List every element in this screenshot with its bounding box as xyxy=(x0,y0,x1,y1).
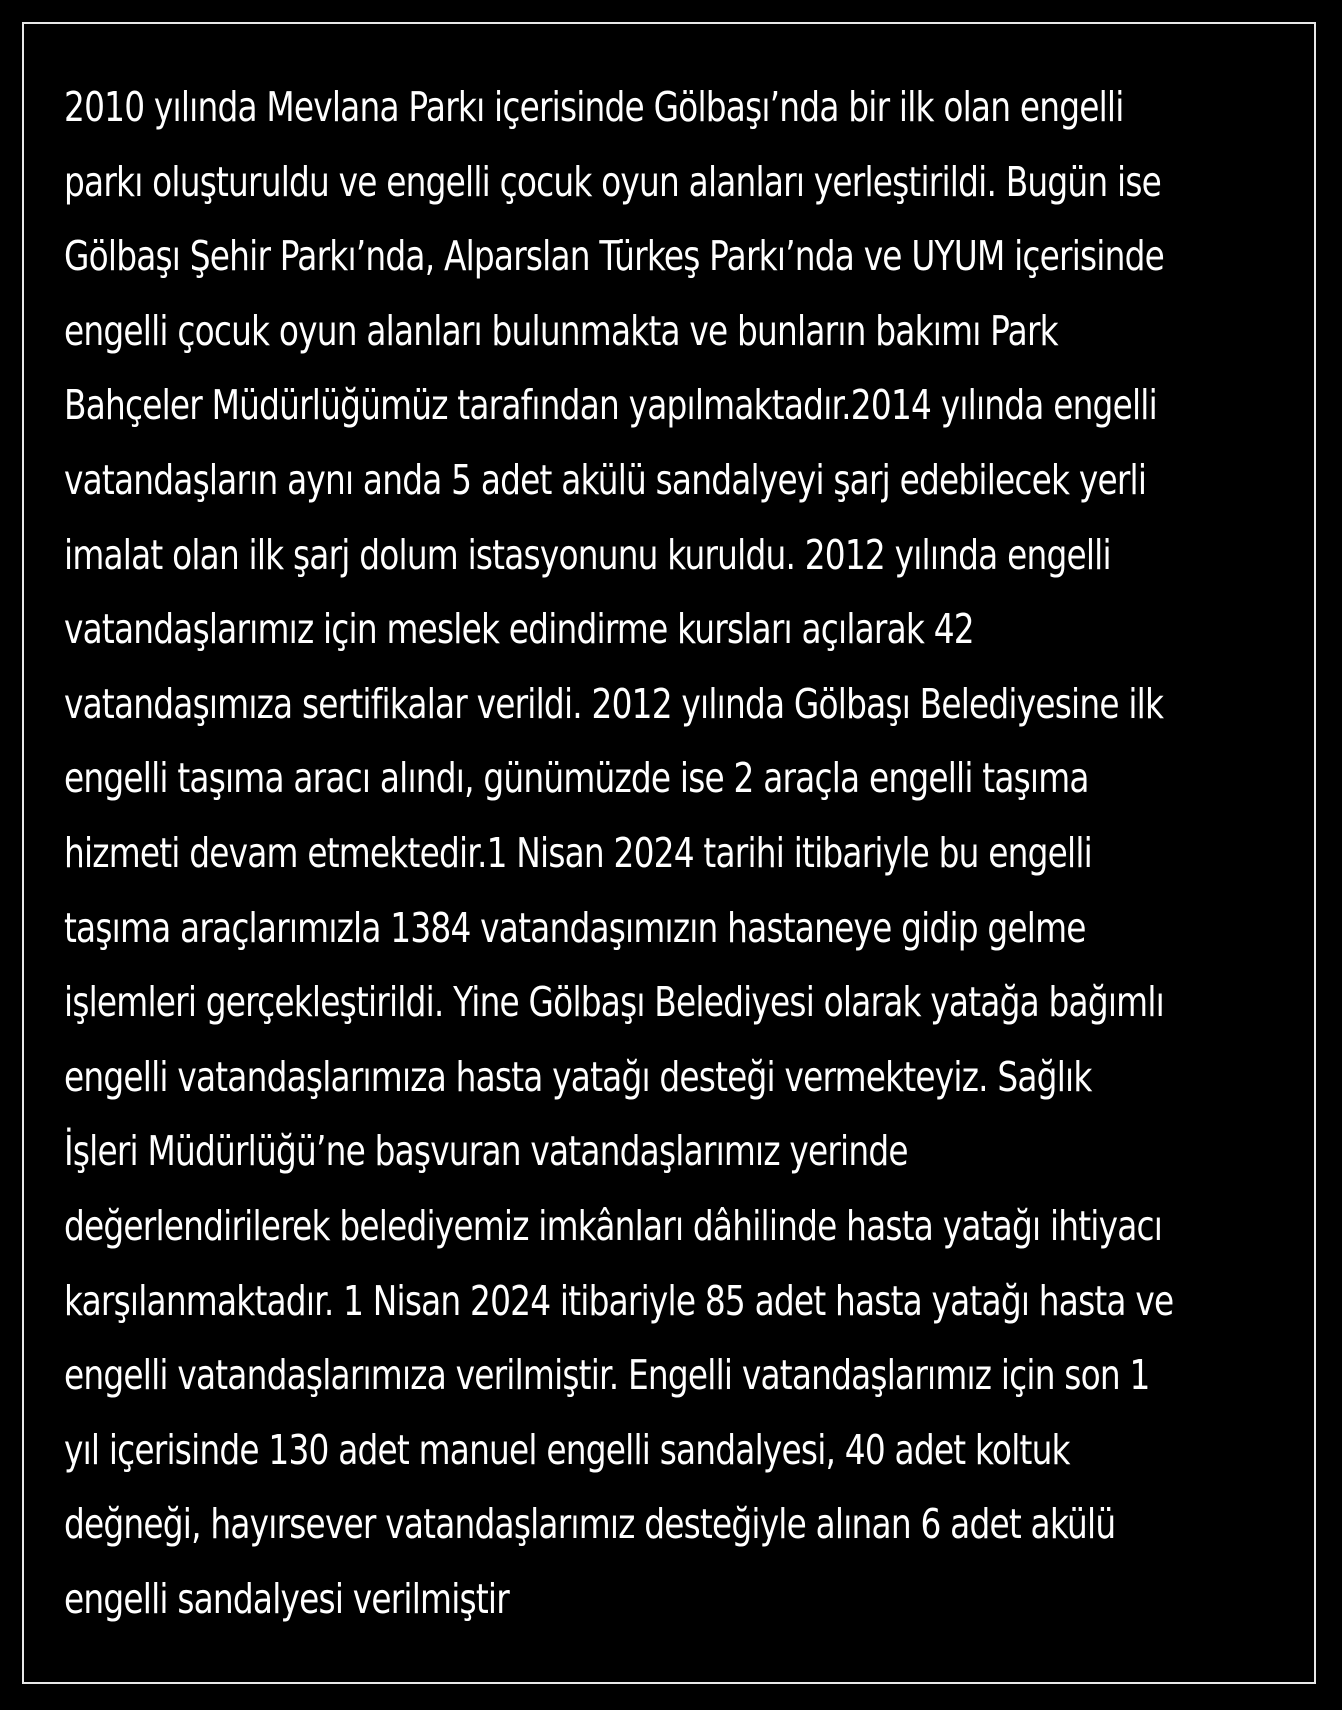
paragraph-line: imalat olan ilk şarj dolum istasyonunu kuruldu. 2012 yılında engelli xyxy=(64,530,1111,579)
paragraph-line: 2010 yılında Mevlana Parkı içerisinde Gölbaşı’nda bir ilk olan engelli xyxy=(64,83,1124,131)
paragraph-line: Gölbaşı Şehir Parkı’nda, Alparslan Türkeş Parkı’nda ve UYUM içerisinde xyxy=(64,232,1165,281)
paragraph-line: vatandaşımıza sertifikalar verildi. 2012 yılında Gölbaşı Belediyesine ilk xyxy=(64,679,1164,728)
paragraph-line: Bahçeler Müdürlüğümüz tarafından yapılmaktadır.2014 yılında engelli xyxy=(64,381,1157,430)
paragraph-line: vatandaşların aynı anda 5 adet akülü sandalyeyi şarj edebilecek yerli xyxy=(64,455,1147,504)
paragraph-line: engelli taşıma aracı alındı, günümüzde ise 2 araçla engelli taşıma xyxy=(64,754,1089,803)
paragraph-line: engelli vatandaşlarımıza verilmiştir. Engelli vatandaşlarımız için son 1 xyxy=(64,1351,1150,1400)
paragraph-line: vatandaşlarımız için meslek edindirme kursları açılarak 42 xyxy=(64,605,974,654)
paragraph-line: taşıma araçlarımızla 1384 vatandaşımızın hastaneye gidip gelme xyxy=(64,903,1086,952)
paragraph-line: İşleri Müdürlüğü’ne başvuran vatandaşlarımız yerinde xyxy=(64,1127,908,1176)
paragraph-line: engelli çocuk oyun alanları bulunmakta ve bunların bakımı Park xyxy=(64,306,1058,355)
paragraph-line: işlemleri gerçekleştirildi. Yine Gölbaşı Belediyesi olarak yatağa bağımlı xyxy=(64,978,1164,1027)
bordered-text-panel xyxy=(22,22,1316,1684)
paragraph-line: yıl içerisinde 130 adet manuel engelli sandalyesi, 40 adet koltuk xyxy=(64,1425,1070,1474)
paragraph-line: engelli vatandaşlarımıza hasta yatağı desteği vermekteyiz. Sağlık xyxy=(64,1052,1092,1101)
paragraph-line: karşılanmaktadır. 1 Nisan 2024 itibariyle 85 adet hasta yatağı hasta ve xyxy=(64,1276,1174,1325)
paragraph-line: değneği, hayırsever vatandaşlarımız desteğiyle alınan 6 adet akülü xyxy=(64,1500,1116,1549)
paragraph-line: değerlendirilerek belediyemiz imkânları dâhilinde hasta yatağı ihtiyacı xyxy=(64,1201,1163,1250)
paragraph-line: parkı oluşturuldu ve engelli çocuk oyun alanları yerleştirildi. Bugün ise xyxy=(64,157,1161,206)
body-paragraph xyxy=(64,70,1174,1636)
paragraph-line: engelli sandalyesi verilmiştir xyxy=(64,1574,509,1623)
paragraph-line: hizmeti devam etmektedir.1 Nisan 2024 tarihi itibariyle bu engelli xyxy=(64,828,1092,877)
